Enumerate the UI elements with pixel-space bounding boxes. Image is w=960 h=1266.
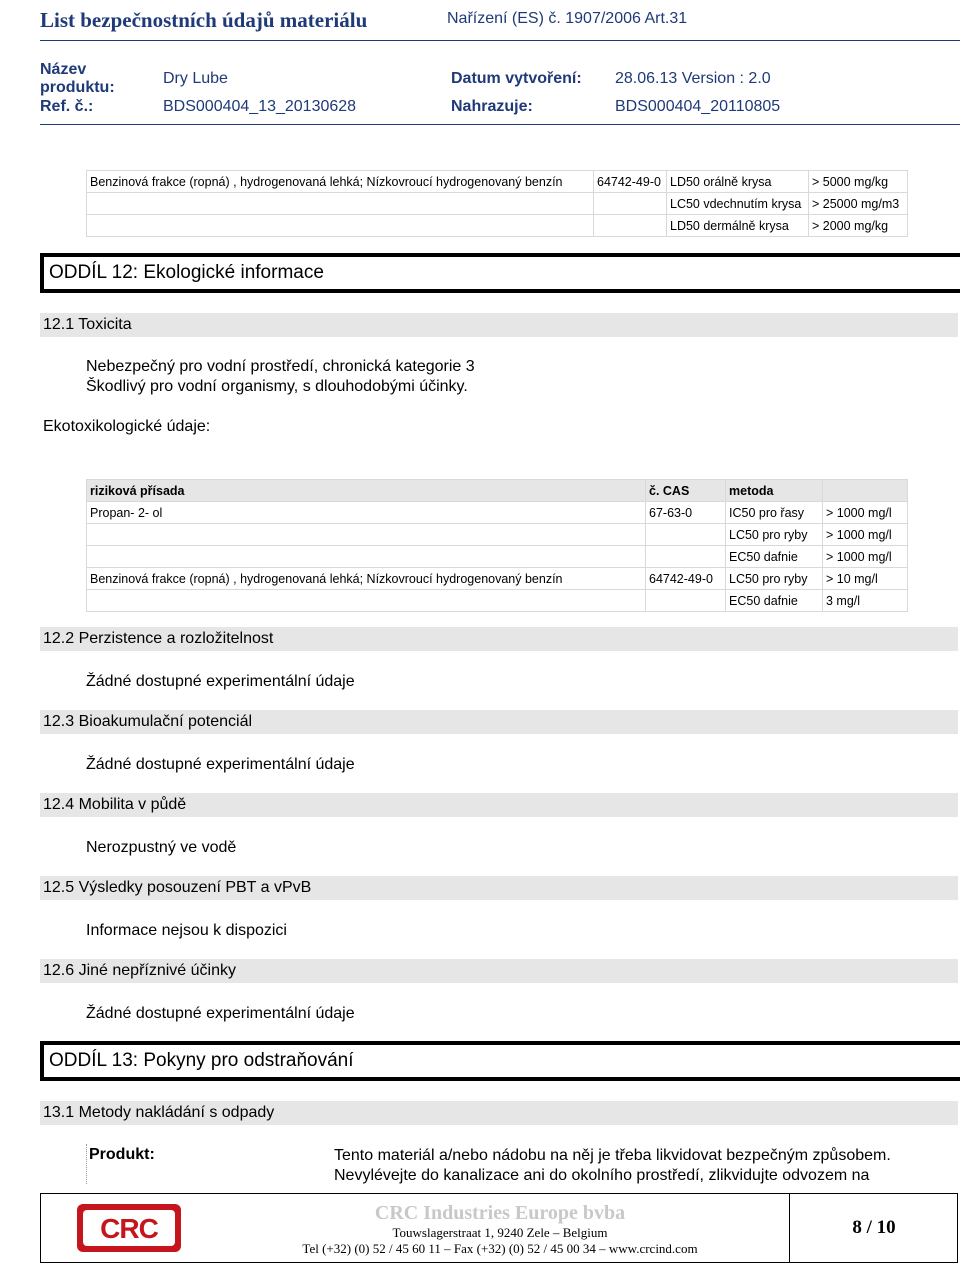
crc-logo-text: CRC xyxy=(100,1213,158,1244)
table-cell: LD50 dermálně krysa xyxy=(667,215,809,237)
page-footer xyxy=(40,1193,958,1263)
bioaccumulation-text: Žádné dostupné experimentální údaje xyxy=(86,756,355,773)
subsection-12-3-title: 12.3 Bioakumulační potenciál xyxy=(40,710,958,734)
table-row xyxy=(87,568,908,590)
product-name-label-1: Název xyxy=(40,61,87,78)
section-12-heading: ODDÍL 12: Ekologické informace xyxy=(40,253,960,293)
table-cell: > 2000 mg/kg xyxy=(809,215,908,237)
table-cell xyxy=(646,590,726,612)
table-cell: > 5000 mg/kg xyxy=(809,171,908,193)
table-cell: 3 mg/l xyxy=(823,590,908,612)
replaces-value: BDS000404_20110805 xyxy=(615,98,781,115)
table-row xyxy=(87,546,908,568)
table-cell xyxy=(87,215,594,237)
table-cell: Propan- 2- ol xyxy=(87,502,646,524)
product-label: Produkt: xyxy=(89,1146,155,1163)
company-name: CRC Industries Europe bvba xyxy=(374,1202,626,1224)
subsection-13-1-title: 13.1 Metody nakládání s odpady xyxy=(40,1101,958,1125)
date-label: Datum vytvoření: xyxy=(451,70,582,87)
table-cell xyxy=(646,546,726,568)
toxicity-line-1: Nebezpečný pro vodní prostředí, chronická kategorie 3 xyxy=(86,358,475,375)
mobility-text: Nerozpustný ve vodě xyxy=(86,839,237,856)
table-cell: > 1000 mg/l xyxy=(823,546,908,568)
adverse-effects-text: Žádné dostupné experimentální údaje xyxy=(86,1005,355,1022)
regulation-text: Nařízení (ES) č. 1907/2006 Art.31 xyxy=(447,10,688,27)
subsection-12-1-title: 12.1 Toxicita xyxy=(40,313,958,337)
table-cell xyxy=(646,524,726,546)
ecotox-label: Ekotoxikologické údaje: xyxy=(43,418,211,435)
table-cell xyxy=(87,546,646,568)
date-value: 28.06.13 Version : 2.0 xyxy=(615,70,771,87)
table-row xyxy=(87,171,908,193)
table-cell xyxy=(594,215,667,237)
product-disposal-line-2: Nevylévejte do kanalizace ani do okolního prostředí, zlikvidujte odvozem na xyxy=(334,1167,870,1184)
product-disposal-line-1: Tento materiál a/nebo nádobu na něj je třeba likvidovat bezpečným způsobem. xyxy=(334,1147,891,1164)
company-address: Touwslagerstraat 1, 9240 Zele – Belgium xyxy=(392,1225,608,1240)
table-cell: EC50 dafnie xyxy=(726,590,823,612)
ecotox-table xyxy=(86,479,908,612)
table-cell: LD50 orálně krysa xyxy=(667,171,809,193)
table-cell: > 25000 mg/m3 xyxy=(809,193,908,215)
product-name-label-2: produktu: xyxy=(40,79,115,96)
pbt-text: Informace nejsou k dispozici xyxy=(86,922,287,939)
company-contact: Tel (+32) (0) 52 / 45 60 11 – Fax (+32) (0) 52 / 45 00 34 – www.crcind.com xyxy=(302,1241,698,1256)
divider xyxy=(86,1144,88,1184)
section-13-heading: ODDÍL 13: Pokyny pro odstraňování xyxy=(40,1041,960,1081)
table-cell: > 10 mg/l xyxy=(823,568,908,590)
product-name-value: Dry Lube xyxy=(163,70,228,87)
table-cell: LC50 pro ryby xyxy=(726,568,823,590)
table-row xyxy=(87,193,908,215)
page-number: 8 / 10 xyxy=(789,1194,958,1262)
table-cell: IC50 pro řasy xyxy=(726,502,823,524)
table-cell xyxy=(594,193,667,215)
table-cell: LC50 pro ryby xyxy=(726,524,823,546)
table-cell xyxy=(87,193,594,215)
table-cell xyxy=(87,524,646,546)
table-cell xyxy=(87,590,646,612)
col-header xyxy=(823,480,908,502)
tox-table xyxy=(86,170,908,237)
col-header: metoda xyxy=(726,480,823,502)
persistence-text: Žádné dostupné experimentální údaje xyxy=(86,673,355,690)
table-cell: Benzinová frakce (ropná) , hydrogenovaná lehká; Nízkovroucí hydrogenovaný benzín xyxy=(87,568,646,590)
table-row xyxy=(87,502,908,524)
col-header: riziková přísada xyxy=(87,480,646,502)
table-row xyxy=(87,590,908,612)
table-row xyxy=(87,215,908,237)
ref-value: BDS000404_13_20130628 xyxy=(163,98,357,115)
replaces-label: Nahrazuje: xyxy=(451,98,533,115)
table-cell: Benzinová frakce (ropná) , hydrogenovaná lehká; Nízkovroucí hydrogenovaný benzín xyxy=(87,171,594,193)
subsection-12-4-title: 12.4 Mobilita v půdě xyxy=(40,793,958,817)
table-cell: EC50 dafnie xyxy=(726,546,823,568)
table-cell: 64742-49-0 xyxy=(594,171,667,193)
document-title: List bezpečnostních údajů materiálu xyxy=(40,8,368,32)
header-rule-top xyxy=(40,40,960,41)
subsection-12-2-title: 12.2 Perzistence a rozložitelnost xyxy=(40,627,958,651)
table-header-row xyxy=(87,480,908,502)
table-cell: > 1000 mg/l xyxy=(823,502,908,524)
subsection-12-6-title: 12.6 Jiné nepříznivé účinky xyxy=(40,959,958,983)
subsection-12-5-title: 12.5 Výsledky posouzení PBT a vPvB xyxy=(40,876,958,900)
header-rule-bottom xyxy=(40,124,960,125)
ref-label: Ref. č.: xyxy=(40,98,94,115)
table-cell: 67-63-0 xyxy=(646,502,726,524)
table-cell: > 1000 mg/l xyxy=(823,524,908,546)
table-cell: 64742-49-0 xyxy=(646,568,726,590)
col-header: č. CAS xyxy=(646,480,726,502)
table-row xyxy=(87,524,908,546)
toxicity-line-2: Škodlivý pro vodní organismy, s dlouhodobými účinky. xyxy=(86,378,468,395)
table-cell: LC50 vdechnutím krysa xyxy=(667,193,809,215)
